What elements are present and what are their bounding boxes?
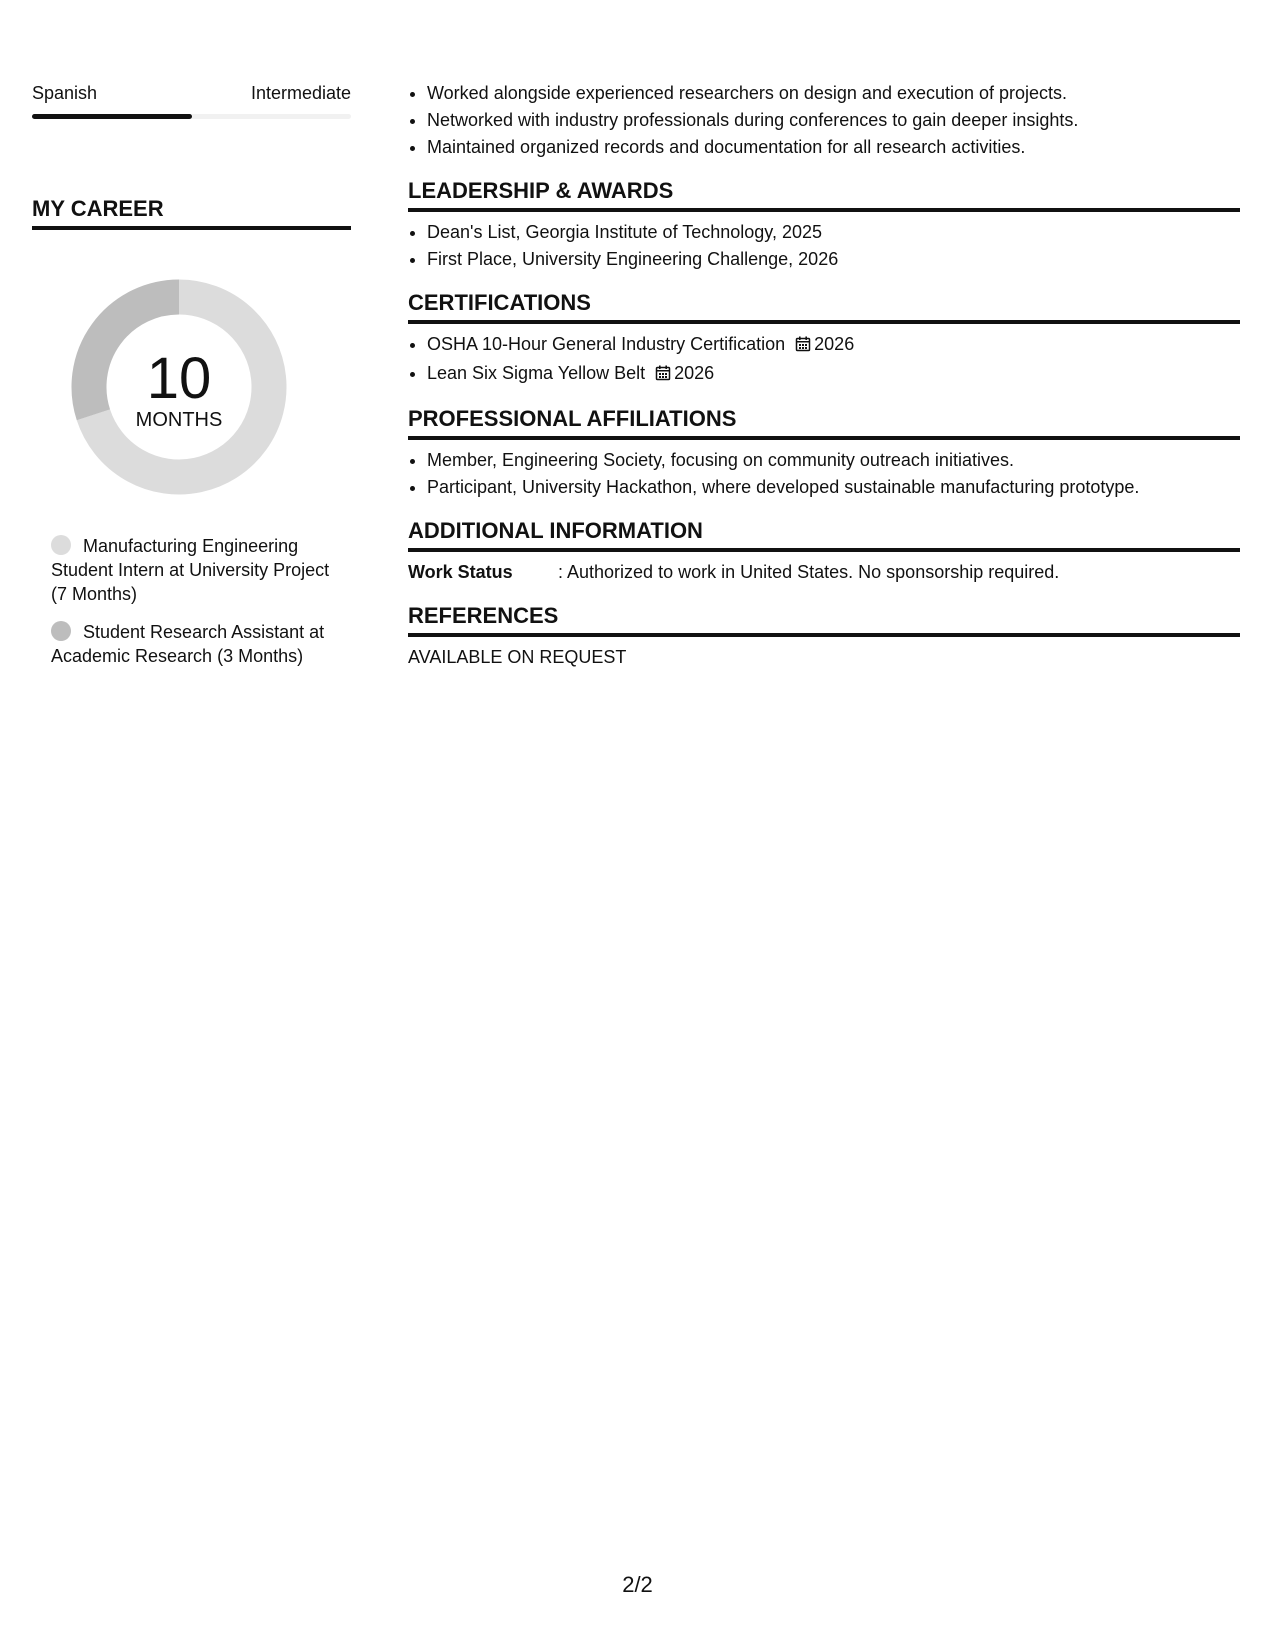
career-legend-label: Student Research Assistant at Academic Research (3 Months)	[51, 622, 325, 666]
legend-dot-icon	[51, 535, 71, 555]
certification-name: OSHA 10-Hour General Industry Certification	[427, 334, 786, 354]
references-text: AVAILABLE ON REQUEST	[408, 647, 627, 667]
certification-year: 2026	[814, 334, 855, 354]
language-proficiency-fill	[32, 114, 192, 119]
leadership-heading: LEADERSHIP & AWARDS	[408, 177, 1240, 212]
certification-name: Lean Six Sigma Yellow Belt	[427, 363, 646, 383]
affiliation-item: • Member, Engineering Society, focusing on community outreach initiatives.	[427, 447, 1240, 474]
affiliation-item: • Participant, University Hackathon, where developed sustainable manufacturing prototype.	[427, 474, 1240, 501]
career-heading: MY CAREER	[32, 195, 351, 230]
leadership-item: • Dean's List, Georgia Institute of Technology, 2025	[427, 219, 1240, 246]
career-legend-item	[51, 534, 331, 606]
career-legend	[51, 534, 331, 682]
main-content	[408, 80, 1240, 671]
calendar-icon	[795, 333, 811, 360]
work-status-value: : Authorized to work in United States. No sponsorship required.	[558, 562, 1060, 582]
language-level: Intermediate	[250, 83, 351, 103]
legend-dot-icon	[51, 621, 71, 641]
certifications-list	[408, 331, 1240, 389]
leadership-list	[408, 219, 1240, 273]
additional-info-heading: ADDITIONAL INFORMATION	[408, 517, 1240, 552]
certification-item	[427, 360, 1240, 389]
certifications-heading: CERTIFICATIONS	[408, 289, 1240, 324]
donut-center	[66, 274, 292, 500]
experience-bullet: • Maintained organized records and documentation for all research activities.	[427, 134, 1240, 161]
page-number: 2/2	[622, 1572, 653, 1597]
experience-bullet: • Networked with industry professionals during conferences to gain deeper insights.	[427, 107, 1240, 134]
career-legend-item	[51, 620, 331, 668]
experience-bullets	[408, 80, 1240, 161]
career-donut-chart	[66, 274, 292, 500]
certification-year: 2026	[674, 363, 715, 383]
affiliations-heading: PROFESSIONAL AFFILIATIONS	[408, 405, 1240, 440]
language-proficiency-bar	[32, 114, 351, 119]
career-legend-label: Manufacturing Engineering Student Intern at University Project (7 Months)	[51, 536, 330, 604]
leadership-item: • First Place, University Engineering Challenge, 2026	[427, 246, 1240, 273]
certification-item	[427, 331, 1240, 360]
experience-bullet: • Worked alongside experienced researchers on design and execution of projects.	[427, 80, 1240, 107]
career-total-unit: MONTHS	[135, 409, 223, 431]
work-status-row	[408, 559, 1240, 586]
language-name: Spanish	[32, 83, 98, 103]
career-total-months: 10	[146, 346, 212, 411]
work-status-label: Work Status	[408, 562, 513, 582]
calendar-icon	[655, 362, 671, 389]
references-heading: REFERENCES	[408, 602, 1240, 637]
language-row	[32, 82, 351, 104]
affiliations-list	[408, 447, 1240, 501]
